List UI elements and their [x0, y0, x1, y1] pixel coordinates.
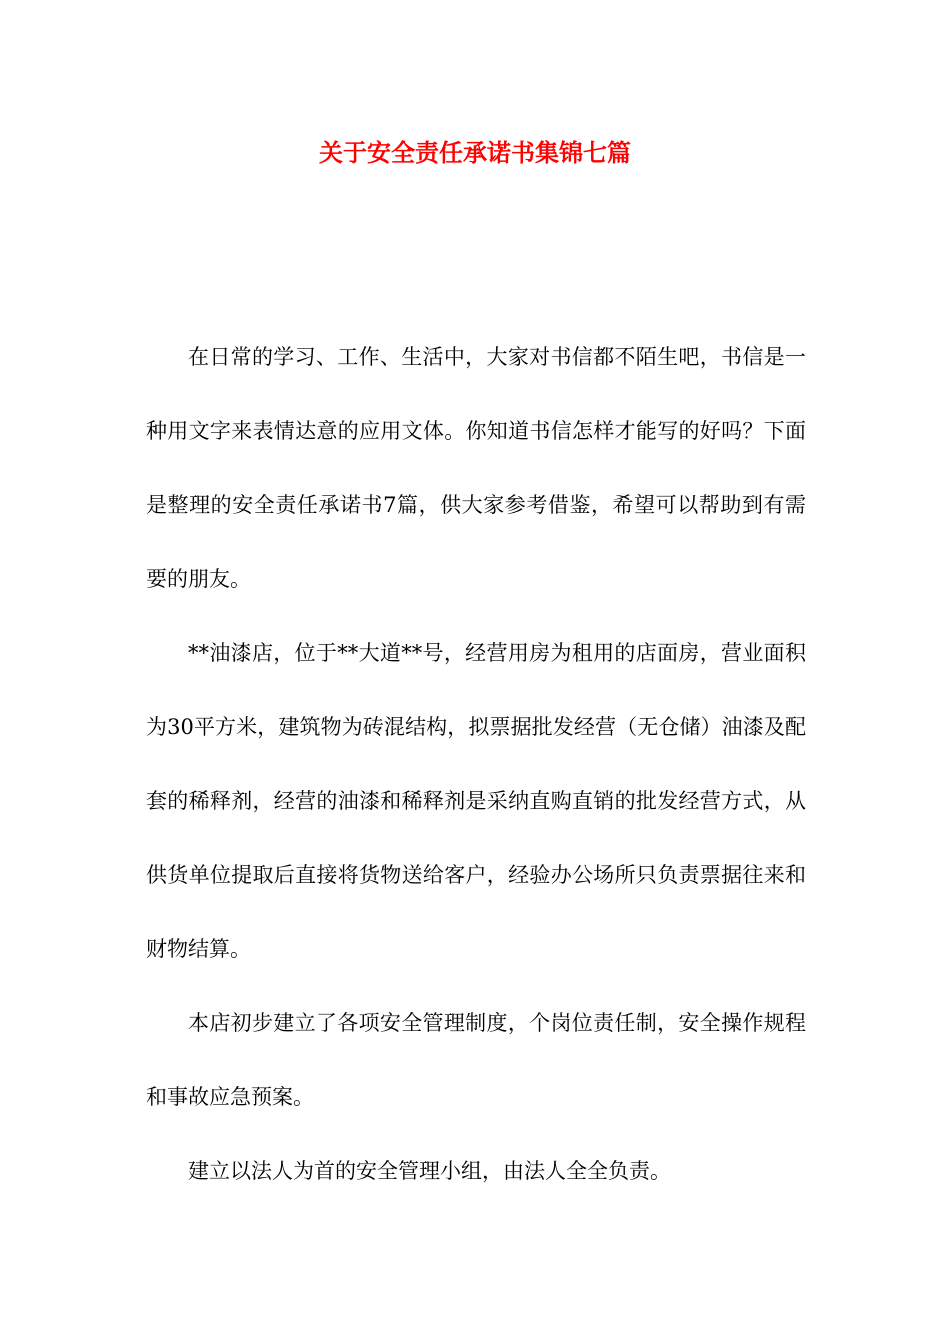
document-body [146, 320, 806, 1208]
paragraph-intro: 在日常的学习、工作、生活中，大家对书信都不陌生吧，书信是一种用文字来表情达意的应用文体。你知道书信怎样才能写的好吗？下面是整理的安全责任承诺书7篇，供大家参考借鉴，希望可以帮助到有需要的朋友。 [146, 345, 806, 591]
paragraph-store-description: **油漆店，位于**大道**号，经营用房为租用的店面房，营业面积为30平方米，建筑物为砖混结构，拟票据批发经营（无仓储）油漆及配套的稀释剂，经营的油漆和稀释剂是采纳直购直销的批发经营方式，从供货单位提取后直接将货物送给客户，经验办公场所只负责票据往来和财物结算。 [146, 641, 806, 961]
paragraph-safety-system: 本店初步建立了各项安全管理制度，个岗位责任制，安全操作规程和事故应急预案。 [146, 1011, 806, 1109]
paragraph-management-group: 建立以法人为首的安全管理小组，由法人全全负责。 [188, 1159, 671, 1183]
document-title: 关于安全责任承诺书集锦七篇 [319, 138, 631, 167]
